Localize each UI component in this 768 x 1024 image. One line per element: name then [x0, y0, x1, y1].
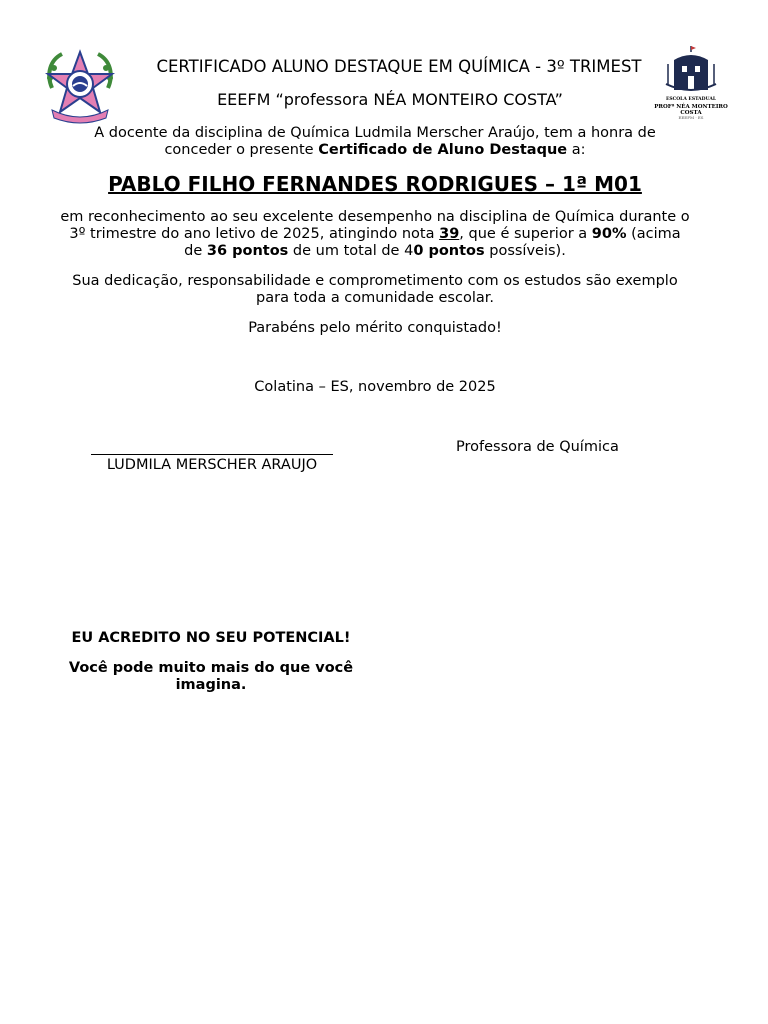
recognition-text-5: possíveis). [484, 243, 566, 259]
total-points-value: 0 pontos [413, 243, 485, 259]
grade-value: 39 [439, 226, 460, 242]
intro-text-2: a: [567, 142, 586, 158]
place-date: Colatina – ES, novembro de 2025 [254, 379, 496, 395]
motto-subline: Você pode muito mais do que você imagina. [68, 660, 354, 693]
dedication-paragraph: Sua dedicação, responsabilidade e comprometimento com os estudos são exemplo para toda a comunidade escolar. [72, 273, 678, 306]
recognition-paragraph [60, 209, 690, 260]
intro-certificate-bold: Certificado de Aluno Destaque [318, 142, 568, 158]
signatory-role: Professora de Química [456, 439, 619, 455]
recognition-text-2: , que é superior a [459, 226, 592, 242]
student-name: PABLO FILHO FERNANDES RODRIGUES – 1ª M01 [108, 172, 642, 196]
signatory-name: LUDMILA MERSCHER ARAUJO [106, 457, 318, 473]
congrats-paragraph: Parabéns pelo mérito conquistado! [248, 320, 502, 336]
school-logo-line3: EEEFM · ES [678, 115, 704, 120]
recognition-text-4: de um total de 4 [288, 243, 414, 259]
intro-paragraph [60, 125, 690, 159]
recognition-text-1: em reconhecimento ao seu excelente desempenho na disciplina de Química durante o 3º trimestre do ano letivo de 2025, atingindo nota [60, 209, 690, 242]
school-logo [648, 44, 734, 124]
school-name: EEEFM “professora NÉA MONTEIRO COSTA” [217, 90, 563, 109]
intro-text-1: A docente da disciplina de Química Ludmila Merscher Araújo, tem a honra de conceder o presente [94, 125, 656, 158]
points-value: 36 pontos [206, 243, 289, 259]
signature-line [91, 454, 333, 455]
motto-headline: EU ACREDITO NO SEU POTENCIAL! [71, 630, 351, 646]
recognition-text-3: (acima de [184, 226, 681, 259]
school-logo-line2: PROFª NÉA MONTEIRO COSTA [654, 104, 728, 116]
percent-value: 90% [591, 226, 627, 242]
school-logo-line1: ESCOLA ESTADUAL [665, 97, 717, 102]
certificate-title: CERTIFICADO ALUNO DESTAQUE EM QUÍMICA - 3º TRIMEST [156, 57, 642, 76]
